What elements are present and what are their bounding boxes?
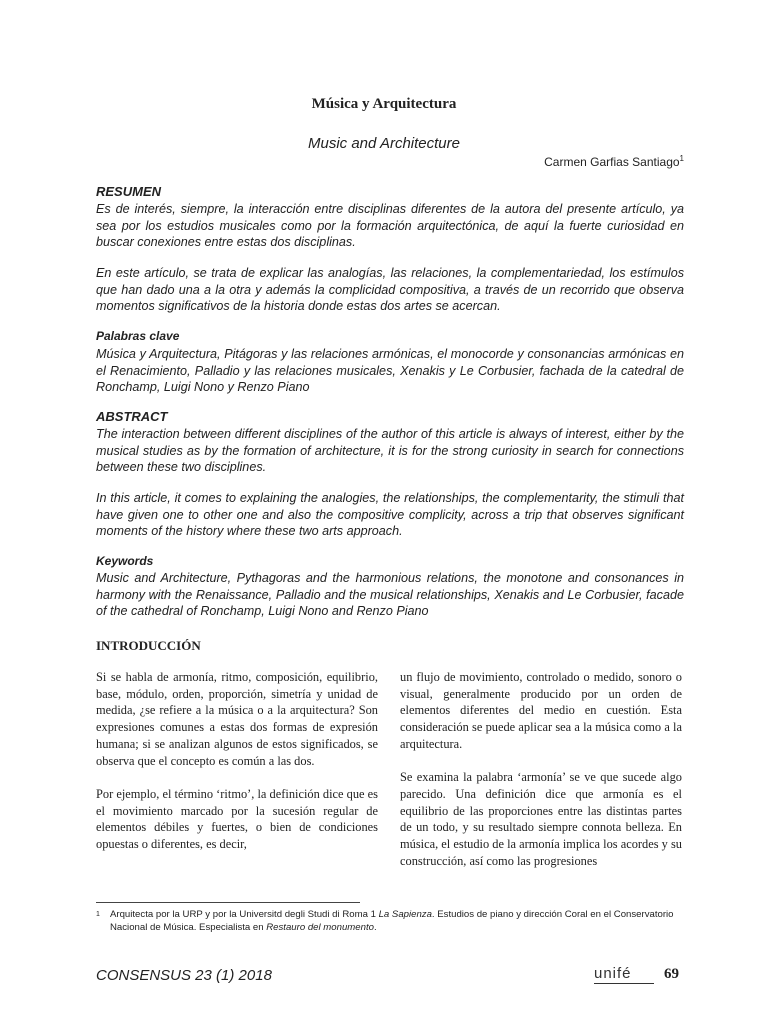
author-name [544,154,684,169]
keywords-heading: Keywords [96,554,154,568]
intro-paragraph-4: Se examina la palabra ‘armonía’ se ve que sucede algo parecido. Una definición dice que armonía es el equilibrio de las proporciones entre las distintas partes de un todo, y su resultado siempre connota belleza. En música, el estudio de la armonía implica los acordes y su construcción, así como las progresiones [400,770,682,868]
footnote [96,908,686,934]
author-footnote-ref: 1 [679,154,684,163]
body-column-right [400,669,682,886]
footnote-divider [96,902,360,903]
footnote-text-c: . [373,922,377,933]
body-column-left [96,669,378,869]
unife-logo [594,965,654,984]
author-name-text: Carmen Garfias Santiago [544,155,680,169]
unife-logo-underline [594,983,654,984]
intro-paragraph-3: un flujo de movimiento, controlado o medido, sonoro o visual, generalmente producido por un orden de elementos diferentes del medio en cuestión. Esta consideración se puede aplicar sea a la música como a la arquitectura. [400,670,682,751]
page-number: 69 [664,966,679,982]
abstract-paragraph-1: The interaction between different disciplines of the author of this article is always of interest, either by the musical studies as by the formation of architecture, it is for the strong curiosity in search for connections between these two disciplines. [96,427,684,475]
footnote-italic-a: La Sapienza [378,909,432,920]
resumen-heading: RESUMEN [96,184,162,199]
palabras-clave-heading: Palabras clave [96,329,180,343]
abstract-heading: ABSTRACT [96,409,168,424]
resumen-paragraph-1: Es de interés, siempre, la interacción entre disciplinas diferentes de la autora del presente artículo, ya sea por los estudios musicales como por la formación arquitectónica, de aquí la fuerte curiosidad en buscar conexiones entre estas dos disciplinas. [96,202,684,250]
journal-citation: CONSENSUS 23 (1) 2018 [96,967,272,984]
resumen-paragraph-2: En este artículo, se trata de explicar las analogías, las relaciones, la complementariedad, los estímulos que han dado una a la otra y además la complicidad compositiva, a través de un recorrido que observa momentos significativos de la historia donde estas dos artes se acercan. [96,266,684,314]
article-subtitle: Music and Architecture [307,135,460,152]
article-title: Música y Arquitectura [311,96,457,112]
intro-paragraph-2: Por ejemplo, el término ‘ritmo’, la definición dice que es el movimiento marcado por la sucesión regular de elementos débiles y fuertes, o bien de condiciones opuestas o diferentes, es decir, [96,786,378,852]
introduccion-heading: INTRODUCCIÓN [96,638,201,653]
footnote-italic-b: Restauro del monumento [266,922,374,933]
intro-paragraph-1: Si se habla de armonía, ritmo, composición, equilibrio, base, módulo, orden, proporción, simetría y unidad de medida, ¿se refiere a la música o a la arquitectura? Son expresiones comunes a estas dos formas de expresión humana; si se analizan algunos de estos significados, se observa que el concepto es común a las dos. [96,670,378,768]
footnote-text [110,908,686,934]
unife-logo-text: unifé [594,965,632,982]
abstract-paragraph-2: In this article, it comes to explaining the analogies, the relationships, the complementarity, the stimuli that have given one to other one and also the compositive complicity, across a trip that observes significant moments of the history where these two arts approach. [96,491,684,539]
footnote-text-b: . Estudios de piano y dirección Coral en el Conservatorio Nacional de Música. Especialista en [110,909,674,933]
footnote-number: 1 [96,911,100,918]
keywords-text: Music and Architecture, Pythagoras and the harmonious relations, the monotone and consonances in harmony with the Renaissance, Palladio and the musical relationships, Xenakis and Le Corbusier, facade of the cathedral of Ronchamp, Luigi Nono and Renzo Piano [96,571,684,619]
footnote-text-a: Arquitecta por la URP y por la Universitd degli Studi di Roma 1 [110,909,379,920]
palabras-clave-text: Música y Arquitectura, Pitágoras y las relaciones armónicas, el monocorde y consonancias armónicas en el Renacimiento, Palladio y las relaciones musicales, Xenakis y Le Corbusier, fachada de la catedral de Ronchamp, Luigi Nono y Renzo Piano [96,347,684,395]
